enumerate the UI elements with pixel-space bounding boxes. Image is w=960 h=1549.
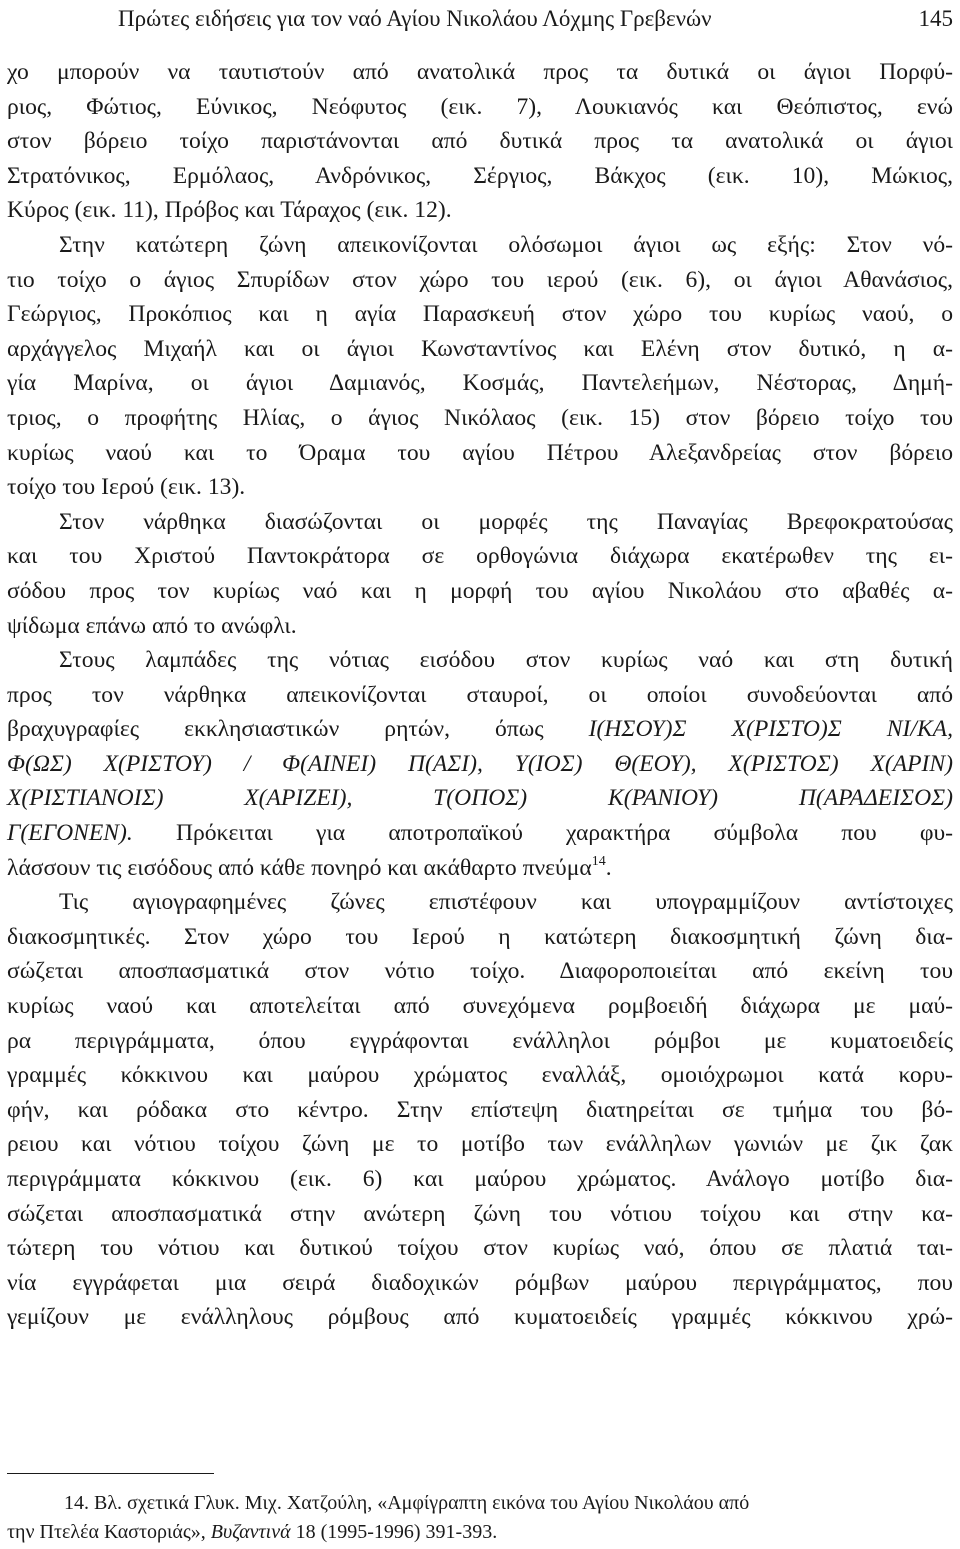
page-number: 145 bbox=[918, 6, 953, 31]
text-line: Γεώργιος, Προκόπιος και η αγία Παρασκευή στον χώρο του κυρίως ναού, ο bbox=[7, 301, 953, 328]
footnote-divider bbox=[7, 1473, 214, 1474]
text-line: περιγράμματα κόκκινου (εικ. 6) και μαύρου χρώματος. Ανάλογο μοτίβο δια- bbox=[7, 1166, 953, 1192]
text-line bbox=[7, 816, 953, 851]
text-line bbox=[7, 747, 953, 782]
text-line: Στρατόνικος, Ερμόλαος, Ανδρόνικος, Σέργιος, Βάκχος (εικ. 10), Μώκιος, bbox=[7, 162, 953, 189]
text-line: φήν, και ρόδακα στο κέντρο. Στην επίστεψη διατηρείται σε τμήμα του βό- bbox=[7, 1096, 953, 1123]
text-line: κυρίως ναού και το Όραμα του αγίου Πέτρου Αλεξανδρείας στον βόρειο bbox=[7, 439, 953, 466]
text-line: διακοσμητικές. Στον χώρο του Ιερού η κατώτερη διακοσμητική ζώνη δια- bbox=[7, 923, 953, 950]
text-line: Τις αγιογραφημένες ζώνες επιστέφουν και υπογραμμίζουν αντίστοιχες bbox=[59, 889, 953, 916]
text-line: σόδου προς τον κυρίως ναό και η μορφή του αγίου Νικολάου στο αβαθές α- bbox=[7, 577, 953, 604]
journal-title: Βυζαντινά bbox=[210, 1521, 291, 1543]
text-line: Στον νάρθηκα διασώζονται οι μορφές της Παναγίας Βρεφοκρατούσας bbox=[59, 508, 953, 535]
text-line: χο μπορούν να ταυτιστούν από ανατολικά προς τα δυτικά οι άγιοι Πορφύ- bbox=[7, 59, 953, 85]
text-line: γεμίζουν με ενάλληλους ρόμβους από κυματοειδείς γραμμές κόκκινου χρώ- bbox=[7, 1304, 953, 1331]
inscription-text: Φ(ΩΣ) Χ(ΡΙΣΤΟΥ) / Φ(ΑΙΝΕΙ) Π(ΑΣΙ), Υ(ΙΟΣ) Θ(ΕΟΥ), Χ(ΡΙΣΤΟΣ) Χ(ΑΡΙΝ) bbox=[7, 750, 953, 777]
text-line: γία Μαρίνα, οι άγιοι Δαμιανός, Κοσμάς, Παντελεήμων, Νέστορας, Δημή- bbox=[7, 370, 953, 397]
text-line: Στην κατώτερη ζώνη απεικονίζονται ολόσωμοι άγιοι ως εξής: Στον νό- bbox=[59, 231, 953, 258]
footnote bbox=[7, 1489, 953, 1547]
running-header bbox=[118, 4, 953, 34]
text-line: ρειου και νότιου τοίχου ζώνη με το μοτίβο των ενάλληλων γωνιών με ζικ ζακ bbox=[7, 1131, 953, 1158]
text-run: βραχυγραφίες εκκλησιαστικών ρητών, όπως bbox=[7, 716, 589, 743]
text-line: και του Χριστού Παντοκράτορα σε ορθογώνια διάχωρα εκατέρωθεν της ει- bbox=[7, 543, 953, 570]
text-line: τοίχο του Ιερού (εικ. 13). bbox=[7, 474, 246, 501]
footnote-reference: 14 bbox=[591, 853, 606, 869]
text-line: ρα περιγράμματα, όπου εγγράφονται ενάλληλοι ρόμβοι με κυματοειδείς bbox=[7, 1027, 953, 1054]
text-line: σώζεται αποσπασματικά στην ανώτερη ζώνη του νότιου τοίχου και στην κα- bbox=[7, 1200, 953, 1227]
text-line: αρχάγγελος Μιχαήλ και οι άγιοι Κωνσταντίνος και Ελένη στον δυτικό, η α- bbox=[7, 335, 953, 362]
text-run: 18 (1995-1996) 391-393. bbox=[290, 1521, 498, 1543]
text-line: στον βόρειο τοίχο παριστάνονται από δυτικά προς τα ανατολικά οι άγιοι bbox=[7, 128, 953, 155]
footnote-line: 14. Βλ. σχετικά Γλυκ. Μιχ. Χατζούλη, «Αμφίγραπτη εικόνα του Αγίου Νικολάου από bbox=[64, 1492, 750, 1514]
body-text bbox=[7, 55, 953, 1335]
text-line: τιο τοίχο ο άγιος Σπυρίδων στον χώρο του ιερού (εικ. 6), οι άγιοι Αθανάσιος, bbox=[7, 266, 953, 293]
text-line: τώτερη του νότιου και δυτικού τοίχου στον κυρίως ναό, όπου σε πλατιά ται- bbox=[7, 1235, 953, 1262]
text-run: λάσσουν τις εισόδους από κάθε πονηρό και ακάθαρτο πνεύμα bbox=[7, 854, 592, 881]
text-line: Στους λαμπάδες της νότιας εισόδου στον κυρίως ναό και στη δυτική bbox=[59, 647, 953, 674]
text-line bbox=[7, 712, 953, 747]
text-run: . bbox=[605, 854, 612, 881]
inscription-text: Ι(ΗΣΟΥ)Σ Χ(ΡΙΣΤΟ)Σ ΝΙ/ΚΑ, bbox=[588, 716, 953, 743]
text-line: σώζεται αποσπασματικά στον νότιο τοίχο. Διαφοροποιείται από εκείνη του bbox=[7, 958, 953, 985]
text-line: νία εγγράφεται μια σειρά διαδοχικών ρόμβων μαύρου περιγράμματος, που bbox=[7, 1269, 953, 1296]
text-line: γραμμές κόκκινου και μαύρου χρώματος εναλλάξ, ομοιόχρωμοι κατά κορυ- bbox=[7, 1062, 953, 1089]
text-line bbox=[7, 851, 953, 886]
inscription-text: Χ(ΡΙΣΤΙΑΝΟΙΣ) Χ(ΑΡΙΖΕΙ), Τ(ΟΠΟΣ) Κ(ΡΑΝΙΟΥ) Π(ΑΡΑΔΕΙΣΟΣ) bbox=[7, 785, 953, 812]
inscription-text: Γ(ΕΓΟΝΕΝ). bbox=[7, 820, 133, 847]
text-line: ψίδωμα επάνω από το ανώφλι. bbox=[7, 612, 297, 639]
text-run: Πρόκειται για αποτροπαϊκού χαρακτήρα σύμβολα που φυ- bbox=[132, 820, 953, 847]
text-line bbox=[7, 781, 953, 816]
text-run: την Πτελέα Καστοριάς», bbox=[7, 1521, 211, 1543]
text-line: ριος, Φώτιος, Εύνικος, Νεόφυτος (εικ. 7), Λουκιανός και Θεόπιστος, ενώ bbox=[7, 93, 953, 120]
text-line: τριος, ο προφήτης Ηλίας, ο άγιος Νικόλαος (εικ. 15) στον βόρειο τοίχο του bbox=[7, 404, 953, 431]
text-line: Κύρος (εικ. 11), Πρόβος και Τάραχος (εικ. 12). bbox=[7, 197, 452, 224]
running-title: Πρώτες ειδήσεις για τον ναό Αγίου Νικολάου Λόχμης Γρεβενών bbox=[118, 6, 712, 31]
text-line: κυρίως ναού και αποτελείται από συνεχόμενα ρομβοειδή διάχωρα με μαύ- bbox=[7, 993, 953, 1020]
text-line: προς τον νάρθηκα απεικονίζονται σταυροί, οι οποίοι συνοδεύονται από bbox=[7, 681, 953, 708]
footnote-line bbox=[7, 1518, 953, 1547]
